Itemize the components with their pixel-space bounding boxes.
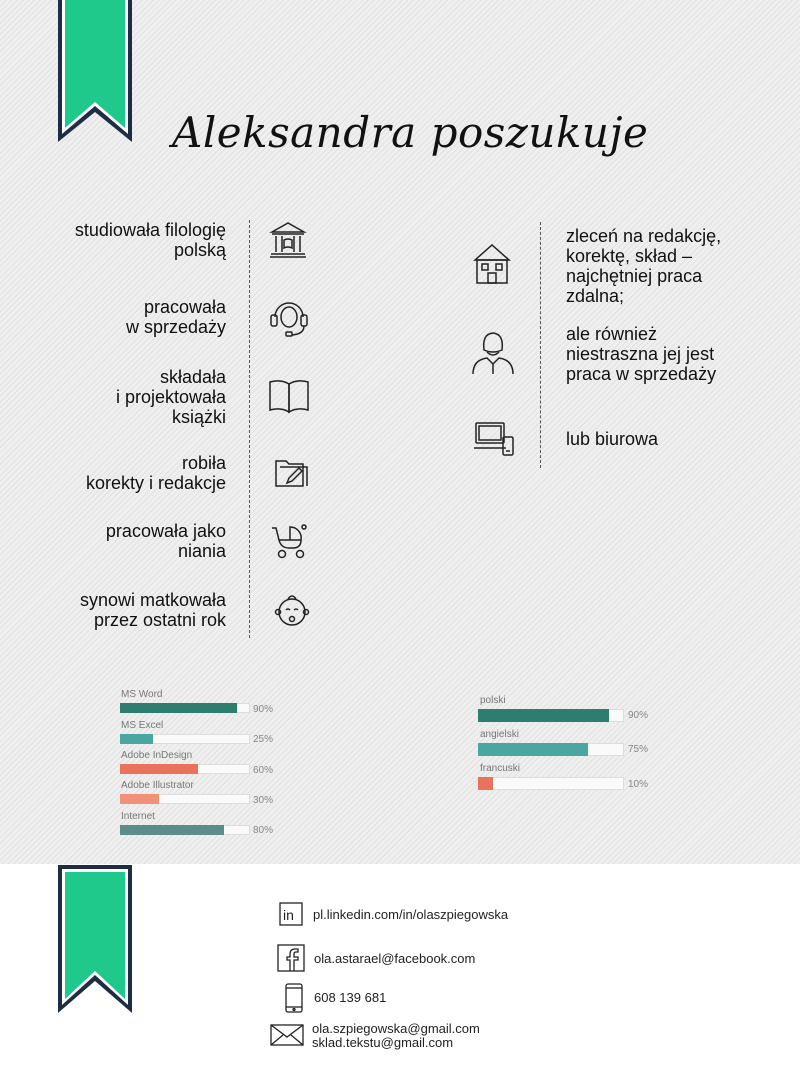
facebook-icon bbox=[277, 944, 305, 972]
envelope-icon bbox=[270, 1024, 304, 1046]
computer-icon bbox=[473, 420, 517, 458]
language-bar bbox=[478, 777, 493, 790]
skill-label: Internet bbox=[121, 811, 155, 822]
skill-bar bbox=[120, 703, 237, 713]
email-secondary[interactable]: sklad.tekstu@gmail.com bbox=[312, 1035, 454, 1050]
experience-item: pracowała w sprzedaży bbox=[125, 297, 226, 337]
experience-divider bbox=[249, 220, 250, 638]
skill-label: MS Excel bbox=[121, 720, 164, 731]
stroller-icon bbox=[268, 520, 310, 560]
language-bar bbox=[478, 743, 588, 756]
seeking-item: lub biurowa bbox=[566, 429, 659, 449]
skill-label: Adobe InDesign bbox=[121, 750, 193, 761]
folder-edit-icon bbox=[273, 455, 309, 491]
open-book-icon bbox=[267, 378, 311, 414]
person-icon bbox=[470, 330, 516, 376]
house-icon bbox=[472, 242, 512, 286]
skill-label: MS Word bbox=[121, 689, 163, 700]
language-label: francuski bbox=[480, 763, 521, 774]
seeking-divider bbox=[540, 222, 541, 468]
skill-bar bbox=[120, 825, 224, 835]
seeking-item: ale również niestraszna jej jest praca w sprzedaży bbox=[566, 324, 717, 384]
language-bar bbox=[478, 709, 609, 722]
baby-icon bbox=[272, 590, 312, 630]
seeking-item: zleceń na redakcję, korektę, skład – najchętniej praca zdalna; bbox=[566, 226, 722, 306]
experience-item: robiła korekty i redakcje bbox=[85, 453, 226, 493]
experience-item: synowi matkowała przez ostatni rok bbox=[79, 590, 226, 630]
facebook-email[interactable]: ola.astarael@facebook.com bbox=[314, 951, 476, 966]
svg-text:in: in bbox=[283, 907, 294, 923]
phone-icon bbox=[285, 983, 303, 1013]
language-percent: 75% bbox=[628, 744, 649, 755]
skill-percent: 60% bbox=[253, 765, 274, 776]
skill-bar bbox=[120, 734, 153, 744]
phone-number[interactable]: 608 139 681 bbox=[314, 990, 387, 1005]
skill-percent: 80% bbox=[253, 825, 274, 836]
headset-icon bbox=[268, 297, 310, 339]
linkedin-link[interactable]: pl.linkedin.com/in/olaszpiegowska bbox=[313, 907, 509, 922]
language-track bbox=[478, 777, 624, 790]
email-list bbox=[312, 1022, 480, 1050]
experience-item: składała i projektowała książki bbox=[115, 367, 226, 427]
language-label: angielski bbox=[480, 729, 519, 740]
experience-item: pracowała jako niania bbox=[105, 521, 226, 561]
skill-percent: 30% bbox=[253, 795, 274, 806]
skill-bar bbox=[120, 794, 159, 804]
language-percent: 90% bbox=[628, 710, 649, 721]
skill-bar bbox=[120, 764, 198, 774]
language-percent: 10% bbox=[628, 779, 649, 790]
skill-label: Adobe Illustrator bbox=[121, 780, 194, 791]
language-label: polski bbox=[480, 695, 506, 706]
bookmark-ribbon-bottom bbox=[58, 865, 132, 1013]
linkedin-icon bbox=[279, 902, 303, 926]
skill-percent: 90% bbox=[253, 704, 274, 715]
experience-item: studiowała filologię polską bbox=[74, 220, 226, 260]
page-title: Aleksandra poszukuje bbox=[172, 108, 649, 157]
university-icon bbox=[268, 220, 308, 260]
email-primary[interactable]: ola.szpiegowska@gmail.com bbox=[312, 1021, 480, 1036]
bookmark-ribbon-top bbox=[58, 0, 132, 142]
skill-percent: 25% bbox=[253, 734, 274, 745]
